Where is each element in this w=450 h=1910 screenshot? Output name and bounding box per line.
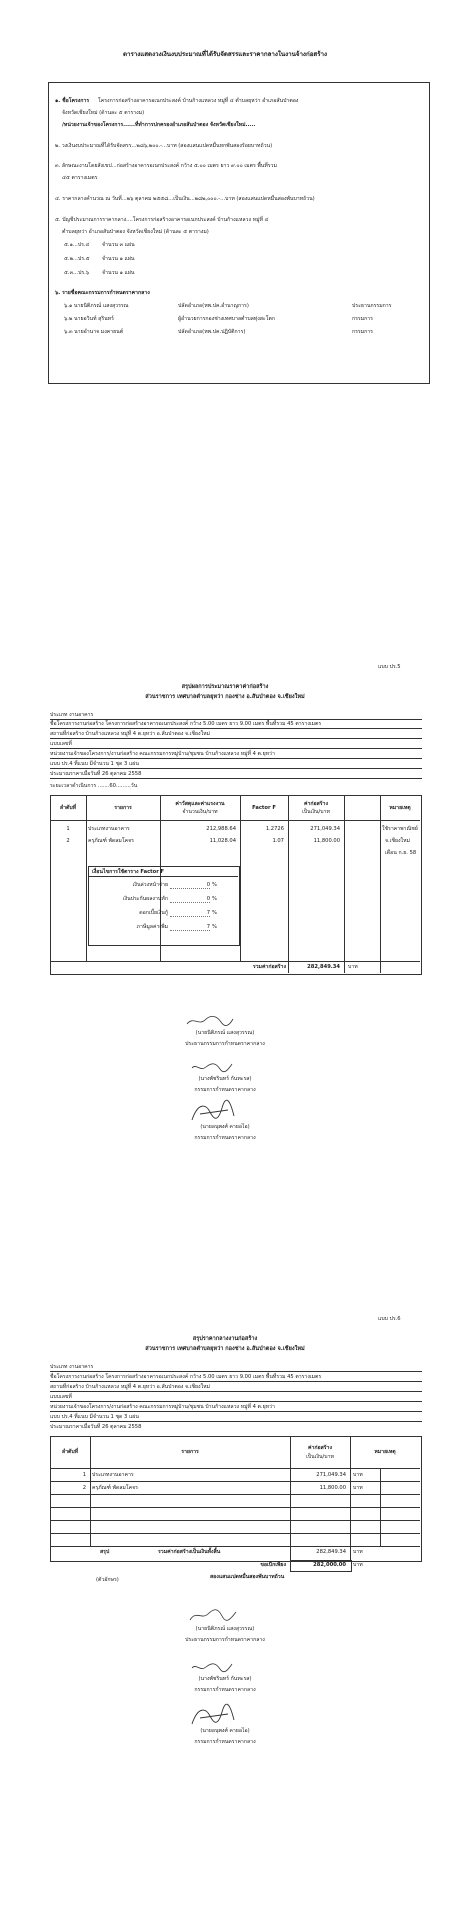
- sum-label: รวมค่าก่อสร้าง: [252, 964, 286, 970]
- col-header: รายการ: [181, 1449, 199, 1455]
- page-title: ตารางแสดงวงเงินงบประมาณที่ได้รับจัดสรรและราคากลางในงานจ้างก่อสร้าง: [122, 51, 328, 58]
- committee-role: กรรมการ: [352, 316, 373, 322]
- row-no: 1: [82, 1472, 86, 1478]
- col-header: ค่าก่อสร้าง: [307, 1445, 333, 1451]
- committee-name: ๖.๓ นายอำนาจ มงคายนต์: [64, 329, 124, 335]
- form-title: สรุปราคากลางงานก่อสร้าง: [192, 1336, 258, 1342]
- location: สถานที่ก่อสร้าง บ้านก้างแหลวง หมู่ที่ 4 ต.ยุหว่า อ.สันป่าตอง จ.เชียงใหม่: [50, 1384, 210, 1390]
- project-name-label: ๑. ชื่อโครงการ: [55, 98, 90, 104]
- signature-2: [190, 1660, 234, 1674]
- committee-position: ปลัดอำเภอ(หพ.ปค.อำนาญการ): [178, 303, 249, 309]
- sheets: แบบ ปร.4 ที่แนบ มีจำนวน 1 ชุด 3 แผ่น: [50, 1414, 139, 1420]
- committee-role: ประธานกรรมการ: [352, 303, 392, 309]
- description-line2: ๔๕ ตารางเมตร: [62, 175, 98, 181]
- work-type: ประเภท งานอาคาร: [50, 1364, 94, 1370]
- estimate-row: ๕.๓...ปร.๖: [64, 270, 90, 276]
- row-note: เดือน ก.ย. 58: [385, 850, 417, 856]
- committee-name: ๖.๑ นายนิติภรณ์ แสงสุวรรณ: [64, 303, 129, 309]
- estimate-list-line2: ตำบลยุหว่า อำเภอสันป่าตอง จังหวัดเชียงใหม่ (ด้านละ ๕ ตารางม): [62, 229, 209, 235]
- factor-unit: %: [212, 910, 217, 916]
- signer-role: กรรมการกำหนดราคากลาง: [194, 1687, 256, 1693]
- factor-unit: %: [212, 924, 217, 930]
- form-subtitle: ส่วนราชการ เทศบาลตำบลยุหว่า กองช่าง อ.สันป่าตอง จ.เชียงใหม่: [145, 694, 305, 700]
- row-cost: 11,028.04: [209, 838, 236, 844]
- signer-name: (นางพัชรินทร์ กันทะรส): [198, 1676, 252, 1682]
- signature-2: [190, 1060, 234, 1074]
- rounded-value: 282,000.00: [313, 1562, 346, 1568]
- summary-text: รวมค่าก่อสร้างเป็นเงินทั้งสิ้น: [158, 1549, 221, 1555]
- col-header: ค่าก่อสร้าง: [303, 801, 329, 807]
- committee-position: ปลัดอำเภอ(หพ.ปค.ปฏิบัติการ): [178, 329, 246, 335]
- form-subtitle: ส่วนราชการ เทศบาลตำบลยุหว่า กองช่าง อ.สันป่าตอง จ.เชียงใหม่: [145, 1346, 305, 1352]
- factor-label: เงินประกันผลงานหัก: [122, 896, 168, 902]
- rounded-label: ขอเบิกเพียง: [260, 1562, 286, 1568]
- col-header: ค่าวัสดุและค่าแรงงาน: [175, 801, 225, 807]
- row-item: ประเภทงานอาคาร: [88, 826, 130, 832]
- col-header-sub: เป็นเงิน/บาท: [302, 809, 330, 815]
- owner: หน่วยงานเจ้าของโครงการ/งานก่อสร้าง คณะกรรมการหมู่บ้าน/ชุมชน บ้านก้างแหลวง หมู่ที่ 4 ต.ยุหว่า: [50, 1404, 275, 1410]
- estimate-row-qty: จำนวน ๓ แผ่น: [102, 242, 135, 248]
- col-header: ลำดับที่: [61, 1449, 79, 1455]
- row-total: 271,049.34: [310, 826, 340, 832]
- estimate-date: ประมาณราคาเมื่อวันที่ 26 ตุลาคม 2558: [50, 771, 142, 777]
- factor-unit: %: [212, 896, 217, 902]
- col-header: รายการ: [114, 805, 132, 811]
- factor-label: เงินล่วงหน้าจ่าย: [132, 882, 168, 888]
- estimate-date: ประมาณราคาเมื่อวันที่ 26 ตุลาคม 2558: [50, 1424, 142, 1430]
- letters-value: สองแสนแปดหมื่นสองพันบาทถ้วน: [210, 1574, 285, 1580]
- committee-position: ผู้อำนวยการกองช่างเทศบาลตำบลทุ่งสะโตก: [178, 316, 275, 322]
- row-no: 1: [66, 826, 70, 832]
- owner: หน่วยงานเจ้าของโครงการ/งานก่อสร้าง คณะกรรมการหมู่บ้าน/ชุมชน บ้านก้างแหลวง หมู่ที่ 4 ต.ยุหว่า: [50, 751, 275, 757]
- project-name: ชื่อโครงการงานก่อสร้าง โครงการก่อสร้างอาคารอเนกประสงค์ กว้าง 5.00 เมตร ยาว 9.00 เมตร พื้นที่รวม 45 ตารางเมตร: [50, 721, 322, 727]
- row-total: 271,049.34: [316, 1472, 346, 1478]
- row-factor: 1.07: [272, 838, 284, 844]
- signer-name: (นายนิติภรณ์ แสงสุวรรณ): [195, 1030, 255, 1036]
- project-name: ชื่อโครงการงานก่อสร้าง โครงการก่อสร้างอาคารอเนกประสงค์ กว้าง 5.00 เมตร ยาว 9.00 เมตร พื้นที่รวม 45 ตารางเมตร: [50, 1374, 322, 1380]
- signer-role: กรรมการกำหนดราคากลาง: [194, 1087, 256, 1093]
- description: ๓. ลักษณะงานโดยสังเขป...ก่อสร้างอาคารอเนกประสงค์ กว้าง ๕.๐๐ เมตร ยาว ๙.๐๐ เมตร พื้นที่รวม: [55, 163, 277, 169]
- row-cost: 212,988.64: [206, 826, 236, 832]
- factor-label: ดอกเบี้ยเงินกู้: [139, 910, 168, 916]
- row-item: ประเภทงานอาคาร: [92, 1472, 134, 1478]
- plan-number: แบบเลขที่: [50, 1394, 72, 1400]
- estimate-row-qty: จำนวน ๑ แผ่น: [102, 256, 135, 262]
- estimate-row: ๕.๑...ปร.๔: [64, 242, 90, 248]
- col-header-sub: จำนวนเงิน/บาท: [182, 809, 218, 815]
- factor-value: 7: [206, 910, 210, 916]
- plan-number: แบบเลขที่: [50, 741, 72, 747]
- estimate-row: ๕.๒...ปร.๕: [64, 256, 90, 262]
- signature-3: [188, 1098, 238, 1124]
- duration: ระยะเวลาดำเนินการ .......60.........วัน: [50, 783, 138, 789]
- row-item: ครุภัณฑ์ พัดลมโคจร: [88, 838, 134, 844]
- estimate-row-qty: จำนวน ๑ แผ่น: [102, 270, 135, 276]
- signer-role: กรรมการกำหนดราคากลาง: [194, 1739, 256, 1745]
- signature-1: [185, 1014, 235, 1028]
- committee-name: ๖.๒ นายอวินท์ สุรินทร์: [64, 316, 114, 322]
- form-number: แบบ ปร.6: [378, 1316, 401, 1322]
- signer-name: (นายอนุพงศ์ คายอไอ): [200, 1124, 250, 1130]
- summary-label: สรุป: [100, 1549, 110, 1555]
- signature-3: [188, 1702, 238, 1728]
- row-no: 2: [82, 1485, 86, 1491]
- form-number: แบบ ปร.5: [378, 664, 401, 670]
- row-unit: บาท: [353, 1485, 363, 1491]
- factor-value: 7: [206, 924, 210, 930]
- col-header: หมายเหตุ: [389, 805, 411, 811]
- project-name: โครงการก่อสร้างอาคารอเนกประสงค์ บ้านก้างแหลวง หมู่ที่ ๔ ตำบลยุหว่า อำเภอสันป่าตอง: [98, 98, 299, 104]
- committee-role: กรรมการ: [352, 329, 373, 335]
- signer-name: (นายอนุพงศ์ คายอไอ): [200, 1728, 250, 1734]
- row-item: ครุภัณฑ์ พัดลมโคจร: [92, 1485, 138, 1491]
- signer-role: ประธานกรรมการกำหนดราคากลาง: [185, 1637, 265, 1643]
- location: สถานที่ก่อสร้าง บ้านก้างแหลวง หมู่ที่ 4 ต.ยุหว่า อ.สันป่าตอง จ.เชียงใหม่: [50, 731, 210, 737]
- row-total: 11,800.00: [313, 838, 340, 844]
- signature-1: [188, 1606, 238, 1624]
- row-note: จ.เชียงใหม่: [385, 838, 410, 844]
- signer-name: (นายนิติภรณ์ แสงสุวรรณ): [195, 1626, 255, 1632]
- sum-value: 282,849.34: [307, 964, 340, 970]
- committee-heading: ๖. รายชื่อคณะกรรมการกำหนดราคากลาง: [55, 290, 150, 296]
- summary-unit: บาท: [353, 1549, 363, 1555]
- col-header: Factor F: [252, 805, 276, 811]
- row-no: 2: [66, 838, 70, 844]
- row-unit: บาท: [353, 1472, 363, 1478]
- summary-value: 282,849.34: [316, 1549, 346, 1555]
- form-title: สรุปผลการประมาณราคาค่าก่อสร้าง: [181, 684, 269, 690]
- rounded-unit: บาท: [353, 1562, 363, 1568]
- sheets: แบบ ปร.4 ที่แนบ มีจำนวน 1 ชุด 3 แผ่น: [50, 761, 139, 767]
- signer-name: (นางพัชรินทร์ กันทะรส): [198, 1076, 252, 1082]
- factor-title: เงื่อนไขการใช้ตาราง Factor F: [92, 869, 165, 875]
- factor-unit: %: [212, 882, 217, 888]
- factor-value: 0: [206, 896, 210, 902]
- budget: ๒. วงเงินงบประมาณที่ได้รับจัดสรร...๒๘๖,๒๐๐.-...บาท (สองแสนแปดหมื่นหกพันสองร้อยบาทถ้วน): [55, 143, 273, 149]
- row-note: ใช้ราคาพาณิชย์: [382, 826, 418, 832]
- factor-label: ภาษีมูลค่าเพิ่ม: [136, 924, 168, 930]
- factor-box: [88, 866, 240, 946]
- work-type: ประเภท งานอาคาร: [50, 712, 94, 718]
- agency: /หน่วยงานเจ้าของโครงการ......ที่ทำการปกครองอำเภอสันป่าตอง จังหวัดเชียงใหม่.....: [62, 122, 256, 128]
- row-factor: 1.2726: [265, 826, 284, 832]
- col-header: ลำดับที่: [59, 805, 77, 811]
- col-header: หมายเหตุ: [374, 1449, 396, 1455]
- signer-role: กรรมการกำหนดราคากลาง: [194, 1135, 256, 1141]
- estimate-list: ๕. บัญชีประมาณการราคากลาง....โครงการก่อสร้างอาคารอเนกประสงค์ บ้านก้างแหลวง หมู่ที่ ๔: [55, 217, 269, 223]
- signer-role: ประธานกรรมการกำหนดราคากลาง: [185, 1041, 265, 1047]
- letters-label: (ตัวอักษร): [96, 1577, 119, 1583]
- factor-value: 0: [206, 882, 210, 888]
- row-total: 11,800.00: [319, 1485, 346, 1491]
- col-header-sub: เป็นเงิน/บาท: [306, 1454, 334, 1460]
- median-price: ๔. ราคากลางคำนวณ ณ วันที่...๒๖ ตุลาคม ๒๕๕๘...เป็นเงิน...๒๘๒,๐๐๐.-...บาท (สองแสนแปดหมื่นสองพันบาทถ้วน): [55, 196, 315, 202]
- sum-unit: บาท: [348, 964, 358, 970]
- project-name-line2: จังหวัดเชียงใหม่ (ด้านละ ๕ ตารางม): [62, 110, 145, 116]
